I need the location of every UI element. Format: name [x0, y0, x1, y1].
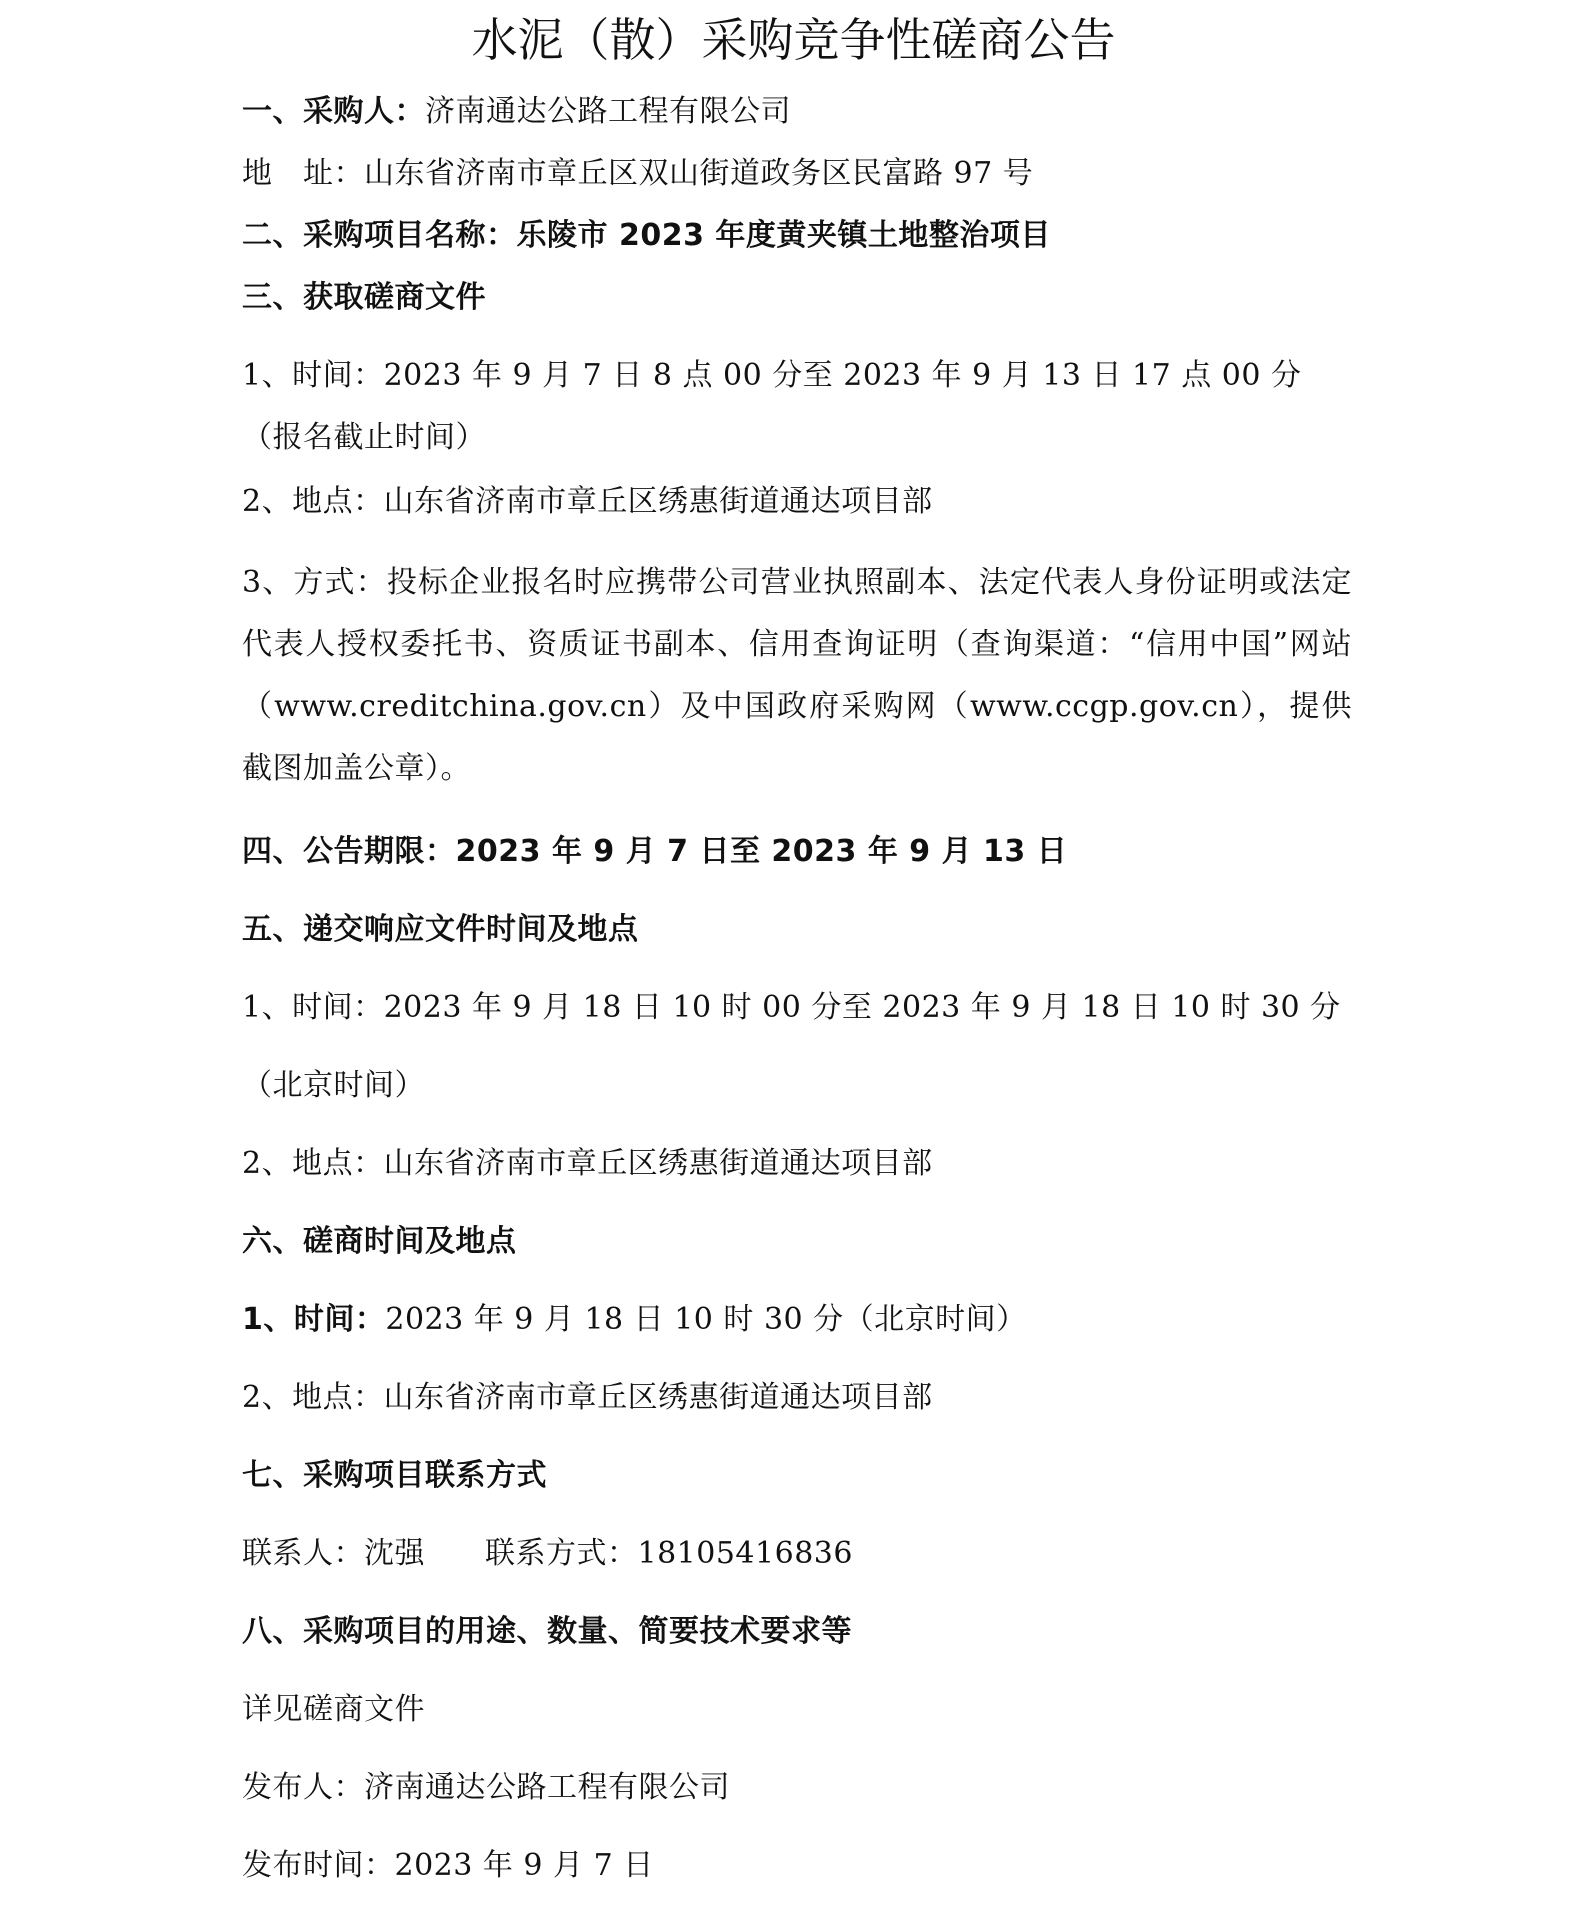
section5-time-line2: （北京时间）	[242, 1068, 425, 1103]
section4-heading: 四、公告期限：2023 年 9 月 7 日至 2023 年 9 月 13 日	[242, 834, 1068, 869]
section5-time-line1: 1、时间：2023 年 9 月 18 日 10 时 00 分至 2023 年 9 月 18 日 10 时 30 分	[242, 990, 1341, 1025]
publish-time: 发布时间：2023 年 9 月 7 日	[242, 1848, 654, 1883]
section3-method: 3、方式：投标企业报名时应携带公司营业执照副本、法定代表人身份证明或法定代表人授权委托书、资质证书副本、信用查询证明（查询渠道：“信用中国”网站（www.creditchina.gov.cn）及中国政府采购网（www.ccgp.gov.cn），提供截图加盖公章）。	[242, 565, 1352, 786]
section3-time-line2: （报名截止时间）	[242, 420, 486, 455]
section5-place: 2、地点：山东省济南市章丘区绣惠街道通达项目部	[242, 1146, 933, 1181]
contact-method: 联系方式：18105416836	[485, 1536, 853, 1571]
section8-detail: 详见磋商文件	[242, 1692, 425, 1727]
section5-heading: 五、递交响应文件时间及地点	[242, 912, 639, 947]
section3-heading: 三、获取磋商文件	[242, 280, 486, 315]
project-name-heading: 二、采购项目名称：乐陵市 2023 年度黄夹镇土地整治项目	[242, 218, 1051, 253]
section8-heading: 八、采购项目的用途、数量、简要技术要求等	[242, 1614, 852, 1649]
section7-heading: 七、采购项目联系方式	[242, 1458, 547, 1493]
purchaser-row	[242, 92, 791, 132]
page-title: 水泥（散）采购竞争性磋商公告	[471, 13, 1116, 67]
contact-row	[242, 1534, 853, 1574]
purchaser-value: 济南通达公路工程有限公司	[425, 94, 791, 129]
address-row	[242, 154, 1033, 194]
address-label: 地 址：	[242, 156, 364, 191]
section6-place: 2、地点：山东省济南市章丘区绣惠街道通达项目部	[242, 1380, 933, 1415]
section3-place: 2、地点：山东省济南市章丘区绣惠街道通达项目部	[242, 484, 933, 519]
section6-time-label: 1、时间：	[242, 1302, 386, 1337]
section6-time-row	[242, 1300, 1027, 1340]
contact-person: 联系人：沈强	[242, 1536, 425, 1571]
publisher: 发布人：济南通达公路工程有限公司	[242, 1770, 730, 1805]
section6-time-value: 2023 年 9 月 18 日 10 时 30 分（北京时间）	[385, 1302, 1027, 1337]
section6-heading: 六、磋商时间及地点	[242, 1224, 517, 1259]
section3-time-line1: 1、时间：2023 年 9 月 7 日 8 点 00 分至 2023 年 9 月 13 日 17 点 00 分	[242, 358, 1302, 393]
address-value: 山东省济南市章丘区双山街道政务区民富路 97 号	[364, 156, 1034, 191]
purchaser-label: 一、采购人：	[242, 94, 425, 129]
